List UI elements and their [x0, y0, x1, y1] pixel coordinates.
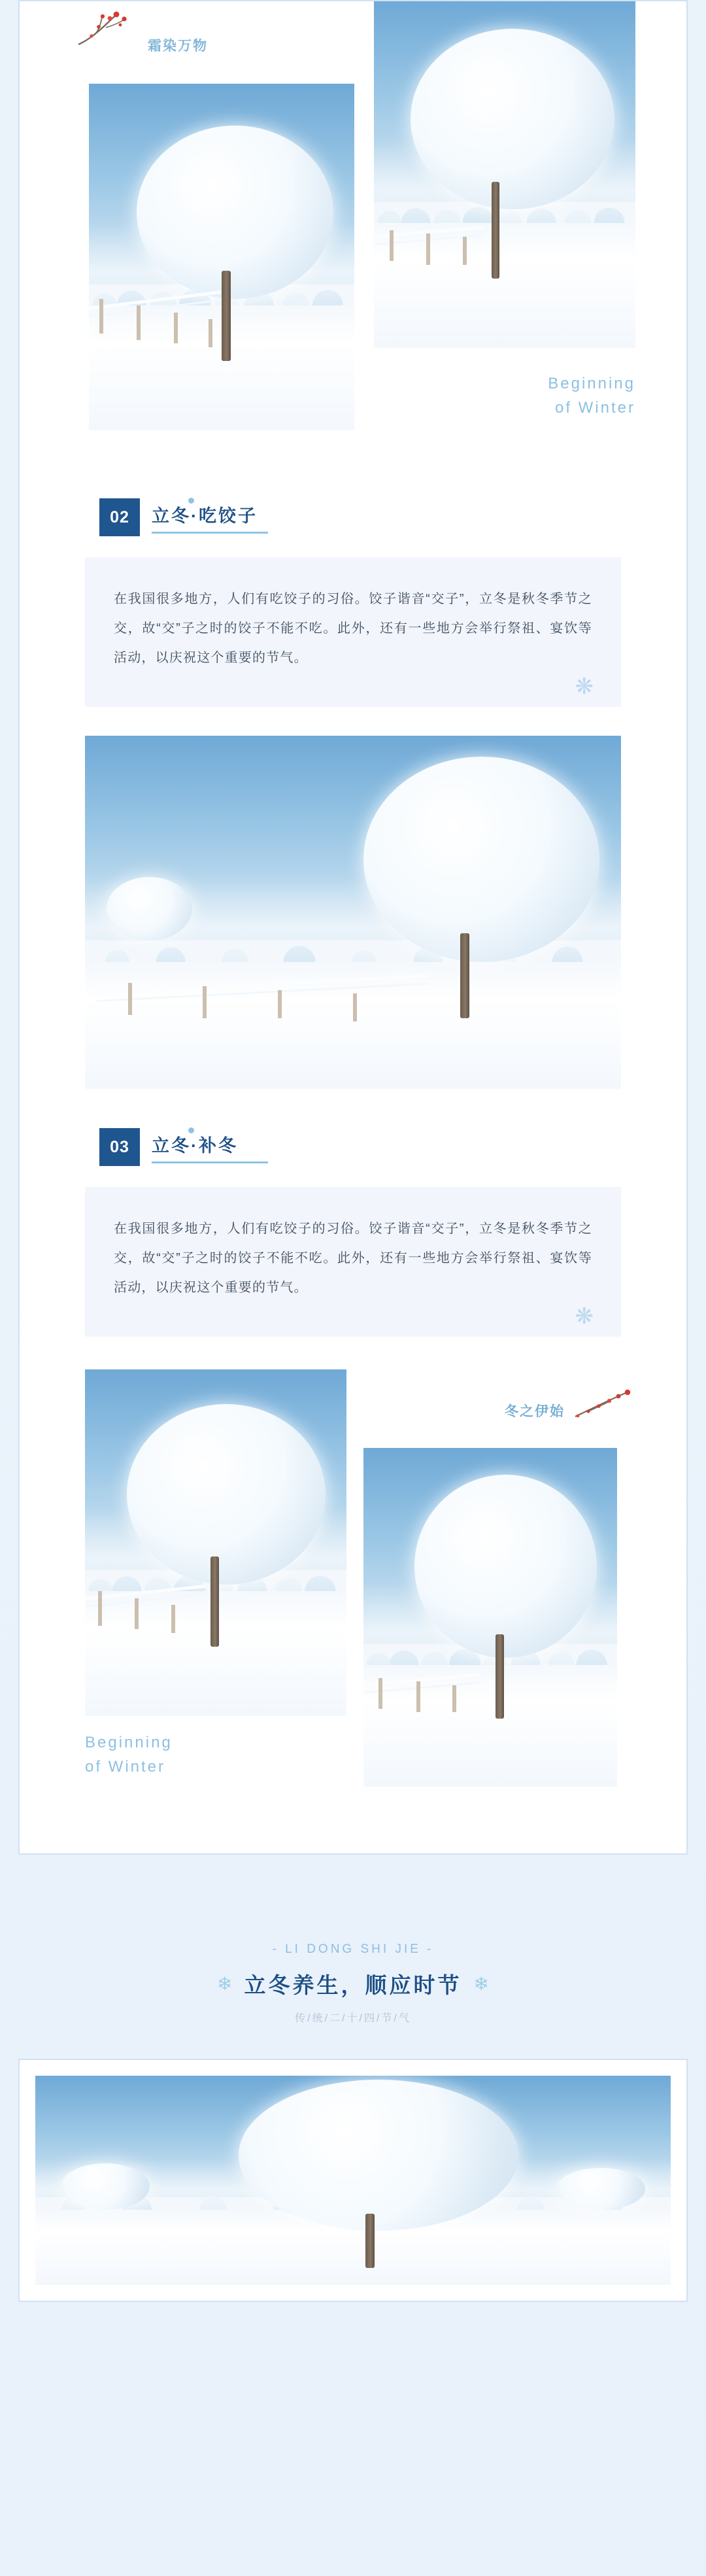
dual-image-section	[20, 1369, 686, 1827]
section-02-title: 立冬·吃饺子	[152, 506, 258, 526]
image-quad-right	[360, 1444, 621, 1791]
banner-subtitle: 传/统/二/十/四/节/气	[295, 2013, 411, 2024]
section-03-title: 立冬·补冬	[152, 1135, 238, 1156]
dual-section-label: 冬之伊始	[505, 1404, 565, 1419]
image-tall-right	[374, 1, 635, 348]
english-caption-right	[374, 371, 635, 420]
snowflake-icon-left: ❄	[217, 1974, 233, 1994]
plum-branch-icon	[76, 5, 135, 52]
bottom-banner	[0, 1903, 706, 2042]
snowflake-icon: ❋	[575, 1304, 594, 1329]
section-02-number: 02	[99, 498, 140, 536]
section-03-heading	[99, 1128, 686, 1166]
top-image-section	[20, 1, 686, 472]
image-wide	[85, 736, 621, 1089]
heading-underline	[152, 532, 268, 534]
section-03	[20, 1128, 686, 1337]
section-02-paragraph-block	[85, 557, 621, 707]
bottom-card	[18, 2059, 688, 2302]
english-caption-left	[85, 1730, 173, 1779]
heading-dot	[188, 1127, 194, 1133]
banner-title: 立冬养生，顺应时节	[244, 1973, 462, 1997]
image-tall-left	[85, 80, 358, 434]
section-02-heading	[99, 498, 686, 536]
section-03-body: 在我国很多地方，人们有吃饺子的习俗。饺子谐音“交子”，立冬是秋冬季节之交，故“交”子之时的饺子不能不吃。此外，还有一些地方会举行祭祖、宴饮等活动，以庆祝这个重要的节气。	[114, 1222, 592, 1295]
image-bottom	[35, 2076, 671, 2285]
english-line-2: of Winter	[554, 399, 635, 417]
banner-title-row	[0, 1968, 706, 1999]
section-02-body: 在我国很多地方，人们有吃饺子的习俗。饺子谐音“交子”，立冬是秋冬季节之交，故“交”子之时的饺子不能不吃。此外，还有一些地方会举行祭祖、宴饮等活动，以庆祝这个重要的节气。	[114, 592, 592, 665]
image-quad-left	[85, 1369, 346, 1716]
main-card-inner	[20, 1, 686, 1853]
snowflake-icon-right: ❄	[473, 1974, 489, 1994]
plum-branch-icon	[571, 1385, 631, 1424]
banner-english: - LI DONG SHI JIE -	[272, 1942, 434, 1956]
main-card	[18, 0, 688, 1855]
heading-underline	[152, 1161, 268, 1163]
section-02	[20, 498, 686, 1089]
snowflake-icon: ❋	[575, 674, 594, 699]
section-03-number: 03	[99, 1128, 140, 1166]
english-line-2: of Winter	[85, 1758, 166, 1776]
english-line-1: Beginning	[85, 1734, 173, 1751]
top-label: 霜染万物	[148, 39, 208, 54]
heading-dot	[188, 498, 194, 504]
section-03-paragraph-block	[85, 1187, 621, 1337]
english-line-1: Beginning	[548, 375, 635, 392]
